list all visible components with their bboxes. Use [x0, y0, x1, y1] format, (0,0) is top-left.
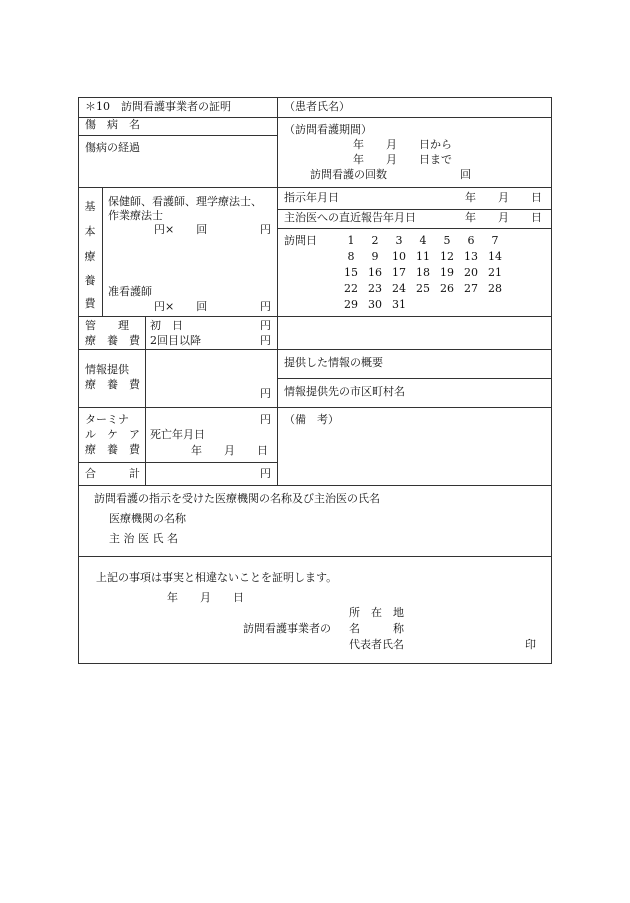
calendar-day: 12 [440, 250, 454, 263]
management-second-label: 2回目以降 [150, 334, 201, 347]
certificate-form [78, 97, 552, 664]
certificate-title: ＊10 訪問看護事業者の証明 [85, 100, 231, 113]
calendar-day: 24 [392, 282, 406, 295]
nursing-period-label: （訪問看護期間） [284, 123, 372, 136]
period-to-line: 年 月 日まで [353, 153, 452, 166]
calendar-row-1 [339, 235, 507, 247]
provider-label: 訪問看護事業者の [243, 622, 331, 635]
info-provision-label-2: 療 養 費 [85, 378, 140, 391]
death-date-value: 年 月 日 [191, 444, 268, 457]
nurse-types-line2: 作業療法士 [108, 209, 163, 222]
calendar-day: 19 [440, 266, 454, 279]
period-from-line: 年 月 日から [353, 138, 452, 151]
visit-days-label: 訪問日 [284, 234, 317, 247]
certification-statement: 上記の事項は事実と相違ないことを証明します。 [96, 571, 338, 584]
calendar-day: 6 [467, 234, 475, 247]
visit-count-unit: 回 [460, 168, 471, 181]
calendar-day: 29 [344, 298, 358, 311]
calendar-day: 21 [488, 266, 502, 279]
doctor-name-label: 主 治 医 氏 名 [109, 532, 178, 545]
calendar-day: 4 [419, 234, 427, 247]
calendar-day: 30 [368, 298, 382, 311]
management-first-day-label: 初 日 [150, 319, 183, 332]
nurse-fee-calc: 円× 回 [154, 223, 208, 236]
calendar-day: 2 [371, 234, 379, 247]
info-provision-yen: 円 [260, 387, 271, 400]
instruction-date-label: 指示年月日 [284, 191, 339, 204]
calendar-day: 3 [395, 234, 403, 247]
provider-address-label: 所 在 地 [349, 606, 404, 619]
calendar-day: 28 [488, 282, 502, 295]
basic-cost-char-4: 養 [84, 274, 96, 287]
terminal-care-yen: 円 [260, 413, 271, 426]
total-label: 合 計 [85, 467, 140, 480]
info-provision-label-1: 情報提供 [85, 363, 129, 376]
calendar-day: 9 [371, 250, 379, 263]
calendar-day: 7 [491, 234, 499, 247]
calendar-day: 14 [488, 250, 502, 263]
assoc-nurse-fee-calc: 円× 回 [154, 300, 208, 313]
info-summary-label: 提供した情報の概要 [284, 356, 383, 369]
medical-institution-heading: 訪問看護の指示を受けた医療機関の名称及び主治医の氏名 [94, 492, 380, 505]
total-yen: 円 [260, 467, 271, 480]
seal-mark: 印 [525, 638, 536, 651]
calendar-row-5 [339, 299, 411, 311]
calendar-day: 15 [344, 266, 358, 279]
calendar-day: 23 [368, 282, 382, 295]
assoc-nurse-fee-yen: 円 [260, 300, 271, 313]
remarks-label: （備 考） [284, 413, 339, 426]
calendar-day: 20 [464, 266, 478, 279]
calendar-day: 27 [464, 282, 478, 295]
basic-cost-char-1: 基 [84, 200, 96, 213]
calendar-day: 22 [344, 282, 358, 295]
calendar-day: 13 [464, 250, 478, 263]
management-first-day-yen: 円 [260, 319, 271, 332]
basic-cost-char-5: 費 [84, 297, 96, 310]
visit-count-label: 訪問看護の回数 [310, 168, 387, 181]
calendar-row-3 [339, 267, 507, 279]
management-label-1: 管 理 [85, 319, 129, 332]
terminal-care-label-2: ル ケ ア [85, 428, 140, 441]
terminal-care-label-1: ターミナ [85, 413, 129, 426]
terminal-care-label-3: 療 養 費 [85, 443, 140, 456]
provider-name-label: 名 称 [349, 622, 404, 635]
basic-cost-char-2: 本 [84, 225, 96, 238]
last-report-date-value: 年 月 日 [465, 211, 542, 224]
patient-name-label: （患者氏名） [284, 100, 350, 113]
calendar-day: 10 [392, 250, 406, 263]
certification-date: 年 月 日 [167, 591, 244, 604]
calendar-day: 25 [416, 282, 430, 295]
calendar-day: 31 [392, 298, 406, 311]
calendar-row-4 [339, 283, 507, 295]
calendar-day: 17 [392, 266, 406, 279]
basic-cost-char-3: 療 [84, 250, 96, 263]
death-date-label: 死亡年月日 [150, 428, 205, 441]
calendar-day: 1 [347, 234, 355, 247]
calendar-day: 5 [443, 234, 451, 247]
injury-progress-label: 傷病の経過 [85, 141, 140, 154]
calendar-day: 16 [368, 266, 382, 279]
management-label-2: 療 養 費 [85, 334, 140, 347]
injury-name-label: 傷 病 名 [85, 118, 140, 131]
institution-name-label: 医療機関の名称 [109, 512, 186, 525]
nurse-types-line1: 保健師、看護師、理学療法士、 [108, 195, 262, 208]
calendar-row-2 [339, 251, 507, 263]
assoc-nurse-label: 准看護師 [108, 285, 152, 298]
info-city-label: 情報提供先の市区町村名 [284, 385, 405, 398]
representative-name-label: 代表者氏名 [349, 638, 404, 651]
last-report-date-label: 主治医への直近報告年月日 [284, 211, 416, 224]
instruction-date-value: 年 月 日 [465, 191, 542, 204]
calendar-day: 18 [416, 266, 430, 279]
calendar-day: 11 [416, 250, 430, 263]
nurse-fee-yen: 円 [260, 223, 271, 236]
calendar-day: 8 [347, 250, 355, 263]
calendar-day: 26 [440, 282, 454, 295]
management-second-yen: 円 [260, 334, 271, 347]
